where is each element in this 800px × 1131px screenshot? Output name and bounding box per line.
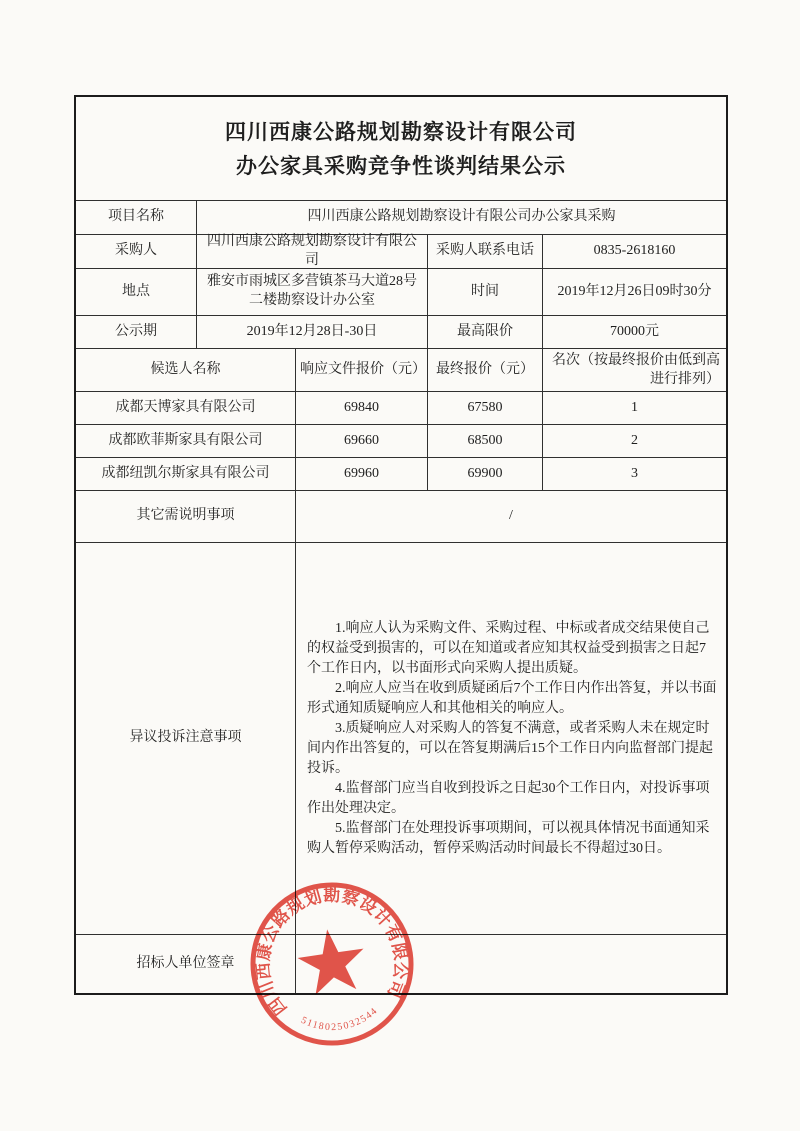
max-price-value: 70000元 [542,316,726,348]
location-value: 雅安市雨城区多营镇茶马大道28号二楼勘察设计办公室 [196,269,427,315]
max-price-label: 最高限价 [427,316,542,348]
info-row-purchaser [76,234,726,268]
time-label: 时间 [427,269,542,315]
objection-label: 异议投诉注意事项 [129,730,242,746]
signature-label: 招标人单位签章 [136,955,235,971]
candidate-name: 成都欧菲斯家具有限公司 [108,432,263,448]
candidate-rank: 3 [542,458,726,490]
candidate-row [76,391,726,424]
title-row [76,97,726,200]
signature-area [295,935,726,993]
objection-paragraph-3: 3.质疑响应人对采购人的答复不满意，或者采购人未在规定时间内作出答复的，可以在答复期满后15个工作日内向监督部门提起投诉。 [307,720,713,776]
seal-company-text: 四川西康公路规划勘察设计有限公司 [253,886,411,1019]
candidate-doc-price: 69960 [295,458,427,490]
info-row-publicity [76,315,726,348]
candidate-rank: 1 [542,392,726,424]
purchaser-value: 四川西康公路规划勘察设计有限公司 [196,235,427,268]
signature-row [76,934,726,993]
header-candidate-name: 候选人名称 [150,361,221,377]
objection-paragraph-1: 1.响应人认为采购文件、采购过程、中标或者成交结果使自己的权益受到损害的，可以在知道或者应知其权益受到损害之日起7个工作日内，以书面形式向采购人提出质疑。 [307,620,710,676]
objection-text [295,543,726,934]
objection-paragraph-5: 5.监督部门在处理投诉事项期间，可以视具体情况书面通知采购人暂停采购活动，暂停采购活动时间最长不得超过30日。 [307,820,710,856]
objection-paragraph-4: 4.监督部门应当自收到投诉之日起30个工作日内，对投诉事项作出处理决定。 [307,780,710,816]
purchaser-phone-label: 采购人联系电话 [427,235,542,268]
purchaser-label: 采购人 [115,243,157,259]
candidates-header-row [76,348,726,391]
project-value: 四川西康公路规划勘察设计有限公司办公家具采购 [196,201,726,234]
candidate-row [76,457,726,490]
objection-row [76,542,726,934]
info-row-location [76,268,726,315]
svg-text:5118025032544 [298,1004,382,1038]
candidate-final-price: 69900 [427,458,542,490]
candidate-doc-price: 69840 [295,392,427,424]
title-line-2: 办公家具采购竞争性谈判结果公示 [236,153,566,178]
other-notes-row [76,490,726,542]
objection-paragraph-2: 2.响应人应当在收到质疑函后7个工作日内作出答复，并以书面形式通知质疑响应人和其他相关的响应人。 [307,680,717,716]
project-label: 项目名称 [108,209,164,225]
seal-number-text: 5118025032544 [299,1005,381,1034]
candidate-doc-price: 69660 [295,425,427,457]
purchaser-phone-value: 0835-2618160 [542,235,726,268]
candidate-name: 成都天博家具有限公司 [115,399,256,415]
candidate-final-price: 68500 [427,425,542,457]
candidate-final-price: 67580 [427,392,542,424]
time-value: 2019年12月26日09时30分 [542,269,726,315]
header-final-price: 最终报价（元） [427,349,542,391]
other-notes-value: / [295,491,726,542]
candidate-rank: 2 [542,425,726,457]
header-doc-price: 响应文件报价（元） [295,349,427,391]
info-row-project [76,200,726,234]
candidate-row [76,424,726,457]
title-line-1: 四川西康公路规划勘察设计有限公司 [225,119,577,144]
location-label: 地点 [122,283,150,299]
document-title [76,97,726,200]
publicity-label: 公示期 [115,323,157,339]
other-notes-label: 其它需说明事项 [136,508,235,524]
header-rank: 名次（按最终报价由低到高进行排列） [542,349,726,391]
announcement-table [74,95,728,995]
publicity-value: 2019年12月28日-30日 [196,316,427,348]
candidate-name: 成都纽凯尔斯家具有限公司 [101,465,270,481]
